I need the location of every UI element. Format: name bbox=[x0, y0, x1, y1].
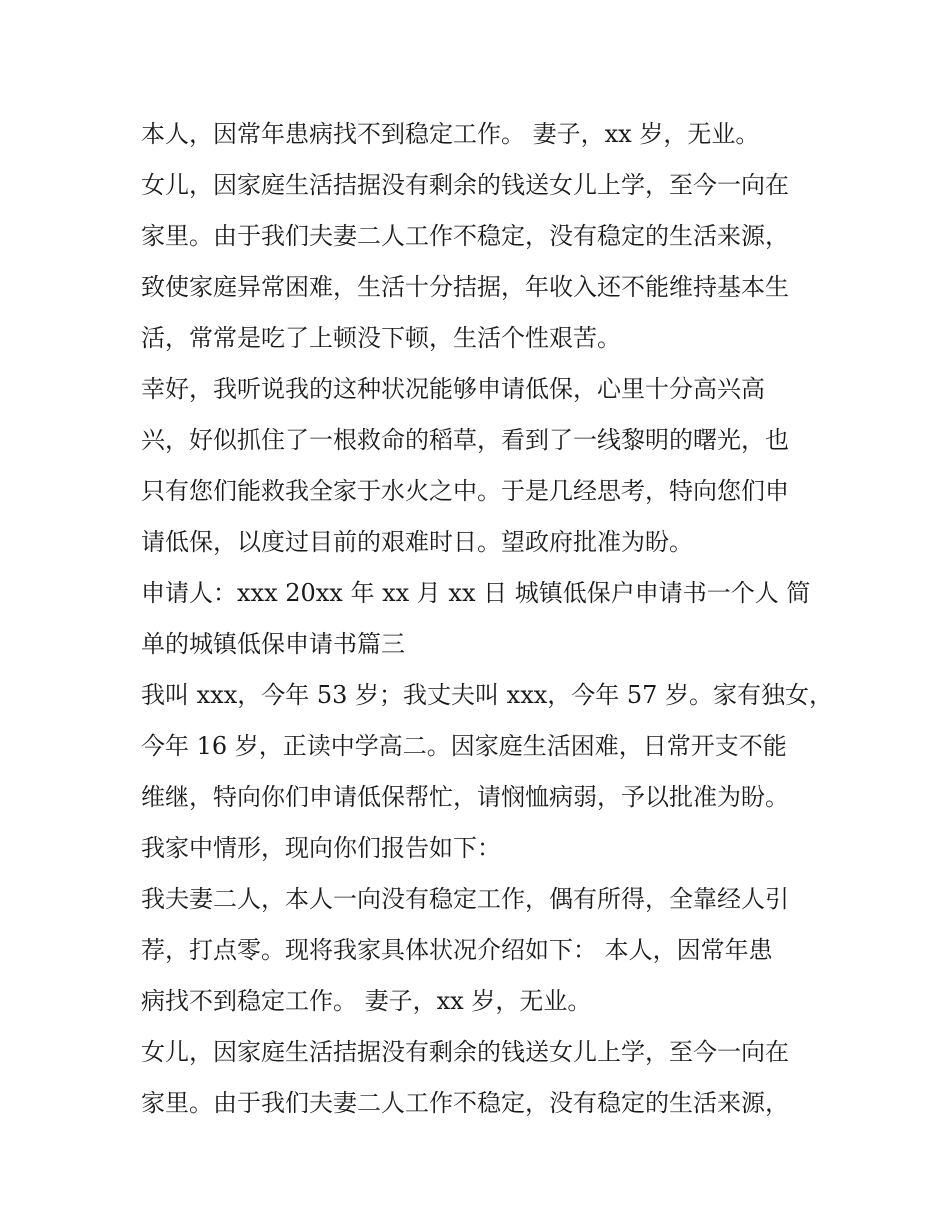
text-line: 本人，因常年患病找不到稳定工作。 妻子，xx 岁，无业。 bbox=[141, 120, 760, 148]
text-line: 今年 16 岁，正读中学高二。因家庭生活困难，日常开支不能 bbox=[141, 732, 787, 760]
text-line: 单的城镇低保申请书篇三 bbox=[141, 630, 405, 658]
text-line: 我夫妻二人，本人一向没有稳定工作，偶有所得，全靠经人引 bbox=[141, 885, 789, 913]
text-line: 荐，打点零。现将我家具体状况介绍如下： 本人，因常年患 bbox=[141, 936, 773, 964]
text-line: 申请人：xxx 20xx 年 xx 月 xx 日 城镇低保户申请书一个人 简 bbox=[141, 579, 811, 607]
text-line: 活，常常是吃了上顿没下顿，生活个性艰苦。 bbox=[141, 324, 621, 352]
document-body bbox=[141, 109, 834, 1129]
text-line: 病找不到稳定工作。 妻子，xx 岁，无业。 bbox=[141, 987, 592, 1015]
text-line: 我家中情形，现向你们报告如下： bbox=[141, 834, 501, 862]
text-line: 幸好，我听说我的这种状况能够申请低保，心里十分高兴高 bbox=[141, 375, 765, 403]
text-line: 只有您们能救我全家于水火之中。于是几经思考，特向您们申 bbox=[141, 477, 789, 505]
text-line: 女儿，因家庭生活拮据没有剩余的钱送女儿上学，至今一向在 bbox=[141, 1038, 789, 1066]
text-line: 请低保，以度过目前的艰难时日。望政府批准为盼。 bbox=[141, 528, 693, 556]
text-line: 维继，特向你们申请低保帮忙，请悯恤病弱，予以批准为盼。 bbox=[141, 783, 789, 811]
text-line: 兴，好似抓住了一根救命的稻草，看到了一线黎明的曙光，也 bbox=[141, 426, 789, 454]
text-line: 家里。由于我们夫妻二人工作不稳定，没有稳定的生活来源， bbox=[141, 1089, 789, 1117]
text-line: 女儿，因家庭生活拮据没有剩余的钱送女儿上学，至今一向在 bbox=[141, 171, 789, 199]
text-line: 我叫 xxx，今年 53 岁；我丈夫叫 xxx，今年 57 岁。家有独女， bbox=[141, 681, 834, 709]
text-line: 致使家庭异常困难，生活十分拮据，年收入还不能维持基本生 bbox=[141, 273, 789, 301]
text-line: 家里。由于我们夫妻二人工作不稳定，没有稳定的生活来源， bbox=[141, 222, 789, 250]
